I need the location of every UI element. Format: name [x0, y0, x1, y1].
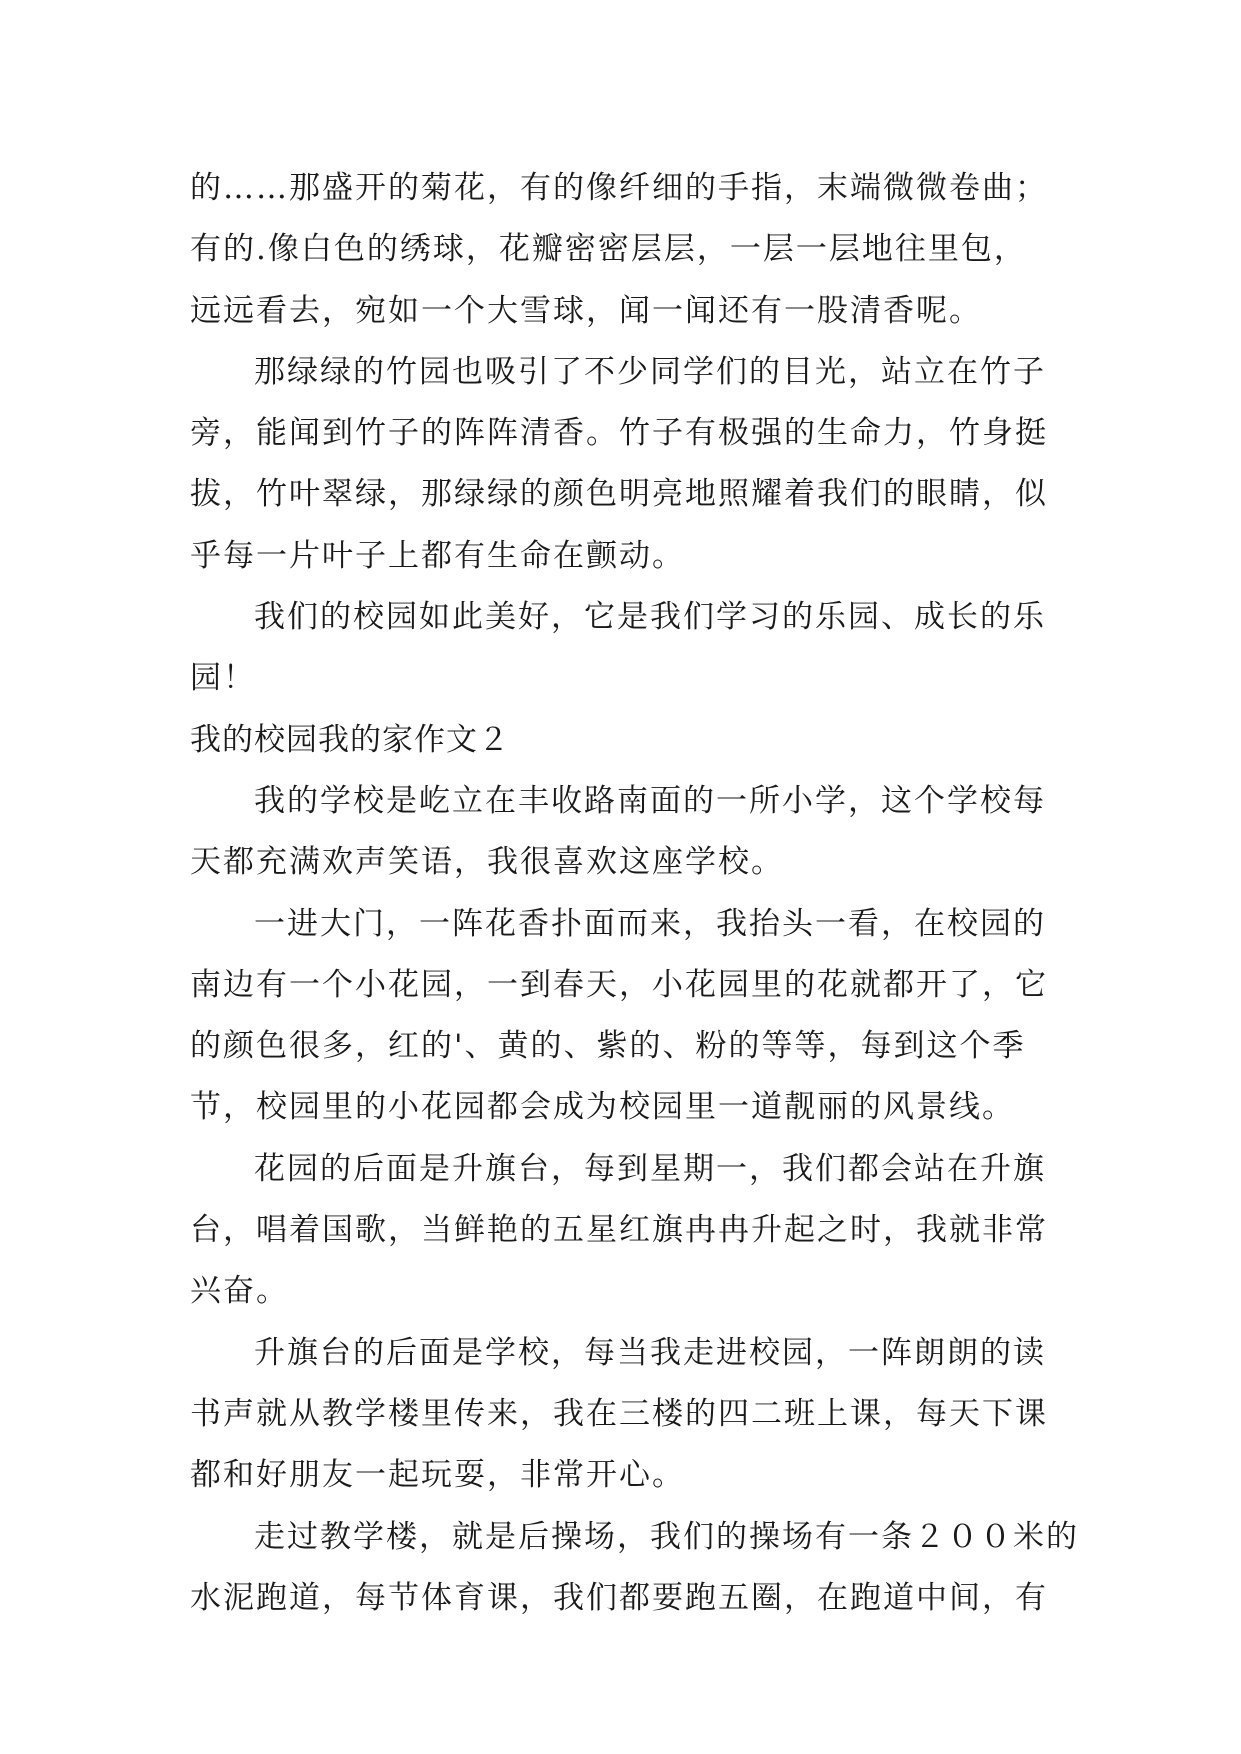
paragraph: [190, 342, 1060, 587]
heading-text: 我的校园我的家作文２: [190, 721, 510, 758]
text-line: 走过教学楼，就是后操场，我们的操场有一条２００米的: [254, 1518, 1079, 1555]
text-line: 远远看去，宛如一个大雪球，闻一闻还有一股清香呢。: [190, 292, 982, 329]
text-line: 兴奋。: [190, 1273, 289, 1310]
text-line: 升旗台的后面是学校，每当我走进校园，一阵朗朗的读: [254, 1334, 1046, 1371]
paragraph: [190, 894, 1060, 1139]
paragraph: [190, 587, 1060, 710]
text-line: 乎每一片叶子上都有生命在颤动。: [190, 537, 685, 574]
section-heading: [190, 710, 1060, 771]
paragraph: [190, 1507, 1079, 1630]
text-line: 都和好朋友一起玩耍，非常开心。: [190, 1457, 685, 1494]
paragraph: [190, 1323, 1060, 1507]
paragraph: [190, 771, 1060, 894]
text-line: 节，校园里的小花园都会成为校园里一道靓丽的风景线。: [190, 1089, 1015, 1126]
text-line: 水泥跑道，每节体育课，我们都要跑五圈，在跑道中间，有: [190, 1579, 1048, 1616]
text-line: 台，唱着国歌，当鲜艳的五星红旗冉冉升起之时，我就非常: [190, 1212, 1048, 1249]
text-line: 的……那盛开的菊花，有的像纤细的手指，末端微微卷曲；: [190, 170, 1048, 206]
document-body: [190, 158, 1079, 1629]
text-line: 花园的后面是升旗台，每到星期一，我们都会站在升旗: [254, 1150, 1046, 1187]
text-line: 旁，能闻到竹子的阵阵清香。竹子有极强的生命力，竹身挺: [190, 415, 1048, 452]
text-line: 我们的校园如此美好，它是我们学习的乐园、成长的乐: [254, 599, 1046, 636]
text-line: 拔，竹叶翠绿，那绿绿的颜色明亮地照耀着我们的眼睛，似: [190, 476, 1048, 513]
text-line: 园！: [190, 660, 256, 697]
paragraph: [190, 1139, 1060, 1323]
text-line: 我的学校是屹立在丰收路南面的一所小学，这个学校每: [254, 782, 1046, 819]
text-line: 南边有一个小花园，一到春天，小花园里的花就都开了，它: [190, 966, 1048, 1003]
text-line: 书声就从教学楼里传来，我在三楼的四二班上课，每天下课: [190, 1395, 1048, 1432]
text-line: 那绿绿的竹园也吸引了不少同学们的目光，站立在竹子: [254, 353, 1046, 390]
paragraph: [190, 158, 1060, 342]
text-line: 有的.像白色的绣球，花瓣密密层层，一层一层地往里包，: [190, 231, 1027, 268]
text-line: 一进大门，一阵花香扑面而来，我抬头一看，在校园的: [254, 905, 1046, 942]
text-line: 的颜色很多，红的'、黄的、紫的、粉的等等，每到这个季: [190, 1028, 1026, 1065]
text-line: 天都充满欢声笑语，我很喜欢这座学校。: [190, 844, 784, 881]
